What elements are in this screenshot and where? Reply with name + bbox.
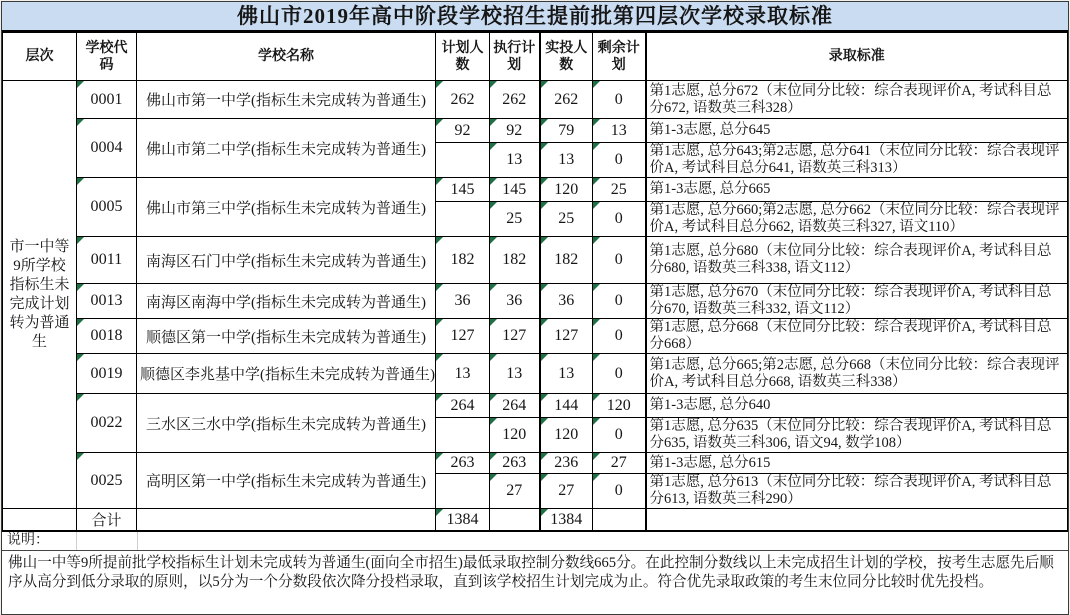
- school-row: [3, 453, 1068, 474]
- green-triangle-icon: [77, 453, 84, 460]
- school-name-cell: 高明区第一中学(指标生未完成转为普通生): [137, 453, 436, 509]
- actual-count-cell: [540, 354, 593, 394]
- plan-count-cell: [436, 143, 490, 178]
- green-triangle-icon: [593, 453, 600, 460]
- actual-count: 79: [558, 121, 575, 139]
- school-row: [3, 284, 1068, 319]
- green-triangle-icon: [593, 354, 600, 361]
- school-code-cell: [77, 354, 137, 394]
- remain-plan-cell: [593, 119, 646, 143]
- school-code-cell: [77, 178, 137, 237]
- school-row: [3, 394, 1068, 418]
- admission-standard-cell: 第1-3志愿, 总分665: [646, 178, 1068, 202]
- green-triangle-icon: [490, 453, 497, 460]
- remain-plan-cell: [593, 453, 646, 474]
- actual-count: 13: [558, 151, 575, 168]
- school-code-cell: [77, 453, 137, 509]
- green-triangle-icon: [436, 81, 443, 88]
- exec-plan: 27: [506, 482, 523, 499]
- green-triangle-icon: [593, 284, 600, 291]
- actual-count-cell: [540, 474, 593, 509]
- actual-count: 127: [554, 327, 579, 344]
- level-cell: 市一中等9所学校指标生未完成计划转为普通生: [3, 81, 77, 509]
- exec-plan-cell: [490, 474, 540, 509]
- green-triangle-icon: [541, 354, 548, 361]
- green-triangle-icon: [436, 453, 443, 460]
- admission-standard-sheet: [1, 1, 1069, 615]
- exec-plan-cell: [490, 119, 540, 143]
- total-row: [3, 509, 1068, 532]
- school-code: 0022: [90, 414, 123, 431]
- col-header-name: 学校名称: [137, 33, 436, 81]
- remain-plan: 120: [606, 396, 631, 414]
- plan-count-cell: [436, 394, 490, 418]
- page-title: 佛山市2019年高中阶段学校招生提前批第四层次学校录取标准: [2, 2, 1068, 32]
- remain-plan-cell: [593, 319, 646, 354]
- admission-table: [2, 32, 1068, 532]
- green-triangle-icon: [490, 474, 497, 481]
- actual-count-cell: [540, 178, 593, 202]
- exec-plan-cell: [490, 178, 540, 202]
- school-code: 0011: [90, 251, 123, 268]
- remain-plan: 0: [614, 327, 623, 344]
- total-plan-count: 1384: [446, 510, 479, 528]
- green-triangle-icon: [593, 394, 600, 401]
- green-triangle-icon: [593, 237, 600, 244]
- remain-plan: 0: [614, 90, 623, 108]
- school-name-cell: 佛山市第二中学(指标生未完成转为普通生): [137, 119, 436, 178]
- remain-plan-cell: [593, 474, 646, 509]
- plan-count: 145: [450, 180, 475, 198]
- school-name-cell: 顺德区第一中学(指标生未完成转为普通生): [137, 319, 436, 354]
- admission-standard-cell: 第1-3志愿, 总分615: [646, 453, 1068, 474]
- admission-standard-cell: 第1志愿, 总分635（末位同分比较：综合表现评价A, 考试科目总分635, 语数英三科306, 语文94, 数学108）: [646, 418, 1068, 453]
- green-triangle-icon: [77, 81, 84, 88]
- admission-standard-cell: 第1志愿, 总分660;第2志愿, 总分662（末位同分比较：综合表现评价A, 考试科目总分662, 语数英三科327, 语文110）: [646, 202, 1068, 237]
- school-name-cell: 南海区南海中学(指标生未完成转为普通生): [137, 284, 436, 319]
- remain-plan-cell: [593, 143, 646, 178]
- green-triangle-icon: [490, 284, 497, 291]
- plan-count: 262: [450, 90, 475, 108]
- exec-plan: 25: [506, 210, 523, 227]
- plan-count-cell: [436, 474, 490, 509]
- green-triangle-icon: [541, 178, 548, 185]
- admission-standard-cell: 第1-3志愿, 总分640: [646, 394, 1068, 418]
- actual-count-cell: [540, 81, 593, 119]
- green-triangle-icon: [490, 319, 497, 326]
- school-name-cell: [137, 509, 436, 532]
- col-header-remain: 剩余计划: [593, 33, 646, 81]
- remain-plan-cell: [593, 509, 646, 532]
- actual-count-cell: [540, 453, 593, 474]
- actual-count: 25: [558, 210, 575, 227]
- admission-standard-cell: 第1-3志愿, 总分645: [646, 119, 1068, 143]
- actual-count: 36: [558, 292, 575, 309]
- actual-count: 144: [554, 396, 579, 414]
- green-triangle-icon: [77, 119, 84, 126]
- remain-plan: 13: [610, 121, 627, 139]
- actual-count-cell: [540, 509, 593, 532]
- green-triangle-icon: [541, 143, 548, 150]
- green-triangle-icon: [490, 418, 497, 425]
- plan-count-cell: [436, 509, 490, 532]
- remain-plan: 0: [614, 151, 623, 168]
- remain-plan: 0: [614, 292, 623, 309]
- green-triangle-icon: [436, 178, 443, 185]
- remain-plan: 0: [614, 210, 623, 227]
- remain-plan-cell: [593, 202, 646, 237]
- green-triangle-icon: [541, 394, 548, 401]
- remain-plan-cell: [593, 418, 646, 453]
- green-triangle-icon: [593, 202, 600, 209]
- green-triangle-icon: [490, 119, 497, 126]
- exec-plan: 263: [502, 454, 527, 471]
- plan-count: 264: [450, 396, 475, 414]
- actual-count: 13: [558, 364, 575, 382]
- admission-standard-cell: 第1志愿, 总分672（末位同分比较：综合表现评价A, 考试科目总分672, 语数英三科328）: [646, 81, 1068, 119]
- green-triangle-icon: [490, 202, 497, 209]
- green-triangle-icon: [436, 509, 443, 516]
- exec-plan: 262: [502, 90, 527, 108]
- admission-standard-cell: 第1志愿, 总分670（末位同分比较：综合表现评价A, 考试科目总分670, 语数英三科332, 语文112）: [646, 284, 1068, 319]
- exec-plan: 182: [502, 251, 527, 268]
- exec-plan: 145: [502, 180, 527, 198]
- note-label-row: [2, 532, 1068, 551]
- actual-count-cell: [540, 284, 593, 319]
- school-row: [3, 178, 1068, 202]
- exec-plan: 127: [502, 327, 527, 344]
- col-header-code: 学校代码: [77, 33, 137, 81]
- plan-count: 92: [454, 121, 471, 139]
- exec-plan-cell: [490, 394, 540, 418]
- plan-count-cell: [436, 237, 490, 284]
- green-triangle-icon: [593, 143, 600, 150]
- col-header-plan: 计划人数: [436, 33, 490, 81]
- exec-plan: 92: [506, 121, 523, 139]
- school-code-cell: [77, 394, 137, 453]
- actual-count-cell: [540, 143, 593, 178]
- plan-count-cell: [436, 178, 490, 202]
- note-label: 说明：: [7, 533, 49, 548]
- green-triangle-icon: [541, 202, 548, 209]
- green-triangle-icon: [541, 237, 548, 244]
- exec-plan-cell: [490, 354, 540, 394]
- exec-plan-cell: [490, 418, 540, 453]
- plan-count: 36: [454, 292, 471, 309]
- exec-plan: 13: [506, 364, 523, 382]
- school-code: 0004: [90, 139, 123, 156]
- green-triangle-icon: [593, 319, 600, 326]
- remain-plan-cell: [593, 394, 646, 418]
- admission-standard-cell: 第1志愿, 总分680（末位同分比较：综合表现评价A, 考试科目总分680, 语数英三科338, 语文112）: [646, 237, 1068, 284]
- green-triangle-icon: [541, 319, 548, 326]
- exec-plan-cell: [490, 284, 540, 319]
- level-cell: [3, 509, 77, 532]
- exec-plan-cell: [490, 319, 540, 354]
- actual-count-cell: [540, 237, 593, 284]
- school-code-cell: [77, 319, 137, 354]
- admission-standard-cell: [646, 509, 1068, 532]
- school-code-cell: [77, 81, 137, 119]
- remain-plan: 0: [614, 251, 623, 268]
- green-triangle-icon: [593, 119, 600, 126]
- col-header-standard: 录取标准: [646, 33, 1068, 81]
- green-triangle-icon: [436, 237, 443, 244]
- col-header-level: 层次: [3, 33, 77, 81]
- remain-plan-cell: [593, 284, 646, 319]
- school-code: 0005: [90, 198, 123, 215]
- green-triangle-icon: [490, 354, 497, 361]
- green-triangle-icon: [490, 143, 497, 150]
- plan-count: 127: [450, 327, 475, 344]
- admission-standard-cell: 第1志愿, 总分643;第2志愿, 总分641（末位同分比较：综合表现评价A, 考试科目总分641, 语数英三科313）: [646, 143, 1068, 178]
- school-name-cell: 佛山市第一中学(指标生未完成转为普通生): [137, 81, 436, 119]
- exec-plan-cell: [490, 143, 540, 178]
- green-triangle-icon: [490, 394, 497, 401]
- green-triangle-icon: [541, 81, 548, 88]
- plan-count-cell: [436, 284, 490, 319]
- note-text: 佛山一中等9所提前批学校指标生计划未完成转为普通生(面向全市招生)最低录取控制分数线665分。在此控制分数线以上未完成招生计划的学校，按考生志愿先后顺序从高分到低分录取的原则，以5分为一个分数段依次降分投档录取，直到该学校招生计划完成为止。符合优先录取政策的考生末位同分比较时优先投档。: [8, 555, 1054, 590]
- remain-plan: 0: [614, 426, 623, 443]
- actual-count-cell: [540, 202, 593, 237]
- green-triangle-icon: [593, 81, 600, 88]
- total-actual-count: 1384: [550, 510, 583, 528]
- actual-count: 262: [554, 90, 579, 108]
- remain-plan: 0: [614, 364, 623, 382]
- plan-count-cell: [436, 119, 490, 143]
- green-triangle-icon: [541, 119, 548, 126]
- remain-plan-cell: [593, 81, 646, 119]
- school-name-cell: 三水区三水中学(指标生未完成转为普通生): [137, 394, 436, 453]
- school-code: 0019: [90, 364, 123, 382]
- exec-plan-cell: [490, 509, 540, 532]
- green-triangle-icon: [593, 178, 600, 185]
- exec-plan: 120: [502, 426, 527, 443]
- school-code: 0018: [90, 327, 123, 344]
- actual-count: 120: [554, 180, 579, 198]
- school-code-cell: [77, 119, 137, 178]
- green-triangle-icon: [541, 509, 548, 516]
- admission-standard-cell: 第1志愿, 总分668（末位同分比较：综合表现评价A, 考试科目总分668）: [646, 319, 1068, 354]
- actual-count-cell: [540, 394, 593, 418]
- green-triangle-icon: [490, 81, 497, 88]
- green-triangle-icon: [541, 284, 548, 291]
- admission-standard-cell: 第1志愿, 总分613（末位同分比较：综合表现评价A, 考试科目总分613, 语数英三科290）: [646, 474, 1068, 509]
- green-triangle-icon: [541, 474, 548, 481]
- remain-plan-cell: [593, 178, 646, 202]
- gridline: [137, 532, 138, 550]
- exec-plan-cell: [490, 237, 540, 284]
- school-code: 0001: [90, 90, 123, 108]
- school-name-cell: 佛山市第三中学(指标生未完成转为普通生): [137, 178, 436, 237]
- plan-count: 13: [454, 364, 471, 382]
- green-triangle-icon: [593, 474, 600, 481]
- exec-plan-cell: [490, 453, 540, 474]
- header-row: [3, 33, 1068, 81]
- gridline: [76, 532, 77, 550]
- exec-plan: 13: [506, 151, 523, 168]
- exec-plan-cell: [490, 81, 540, 119]
- col-header-actual: 实投人数: [540, 33, 593, 81]
- green-triangle-icon: [77, 319, 84, 326]
- actual-count: 182: [554, 251, 579, 268]
- actual-count-cell: [540, 418, 593, 453]
- actual-count: 27: [558, 482, 575, 499]
- school-code: 0013: [90, 292, 123, 309]
- remain-plan: 0: [614, 482, 623, 499]
- exec-plan: 36: [506, 292, 523, 309]
- green-triangle-icon: [541, 418, 548, 425]
- total-label-cell: 合计: [77, 509, 137, 532]
- green-triangle-icon: [436, 284, 443, 291]
- green-triangle-icon: [77, 394, 84, 401]
- actual-count-cell: [540, 319, 593, 354]
- school-row: [3, 119, 1068, 143]
- school-row: [3, 237, 1068, 284]
- remain-plan: 25: [610, 180, 627, 198]
- school-name-cell: 南海区石门中学(指标生未完成转为普通生): [137, 237, 436, 284]
- green-triangle-icon: [436, 119, 443, 126]
- actual-count-cell: [540, 119, 593, 143]
- plan-count-cell: [436, 453, 490, 474]
- green-triangle-icon: [593, 418, 600, 425]
- actual-count: 120: [554, 426, 579, 443]
- school-row: [3, 354, 1068, 394]
- plan-count-cell: [436, 202, 490, 237]
- remain-plan: 27: [610, 454, 627, 471]
- plan-count-cell: [436, 418, 490, 453]
- school-row: [3, 81, 1068, 119]
- actual-count: 236: [554, 454, 579, 471]
- green-triangle-icon: [490, 237, 497, 244]
- school-code-cell: [77, 237, 137, 284]
- col-header-exec: 执行计划: [490, 33, 540, 81]
- school-code-cell: [77, 284, 137, 319]
- green-triangle-icon: [77, 178, 84, 185]
- green-triangle-icon: [436, 354, 443, 361]
- plan-count-cell: [436, 319, 490, 354]
- plan-count-cell: [436, 354, 490, 394]
- exec-plan: 264: [502, 396, 527, 414]
- exec-plan-cell: [490, 202, 540, 237]
- remain-plan-cell: [593, 354, 646, 394]
- green-triangle-icon: [77, 237, 84, 244]
- school-name-cell: 顺德区李兆基中学(指标生未完成转为普通生): [137, 354, 436, 394]
- plan-count: 182: [450, 251, 475, 268]
- admission-standard-cell: 第1志愿, 总分665;第2志愿, 总分668（末位同分比较：综合表现评价A, 考试科目总分668, 语数英三科338）: [646, 354, 1068, 394]
- green-triangle-icon: [436, 394, 443, 401]
- green-triangle-icon: [490, 178, 497, 185]
- plan-count: 263: [450, 454, 475, 471]
- green-triangle-icon: [77, 284, 84, 291]
- school-code: 0025: [90, 471, 123, 489]
- green-triangle-icon: [77, 354, 84, 361]
- school-row: [3, 319, 1068, 354]
- green-triangle-icon: [436, 319, 443, 326]
- remain-plan-cell: [593, 237, 646, 284]
- plan-count-cell: [436, 81, 490, 119]
- green-triangle-icon: [541, 453, 548, 460]
